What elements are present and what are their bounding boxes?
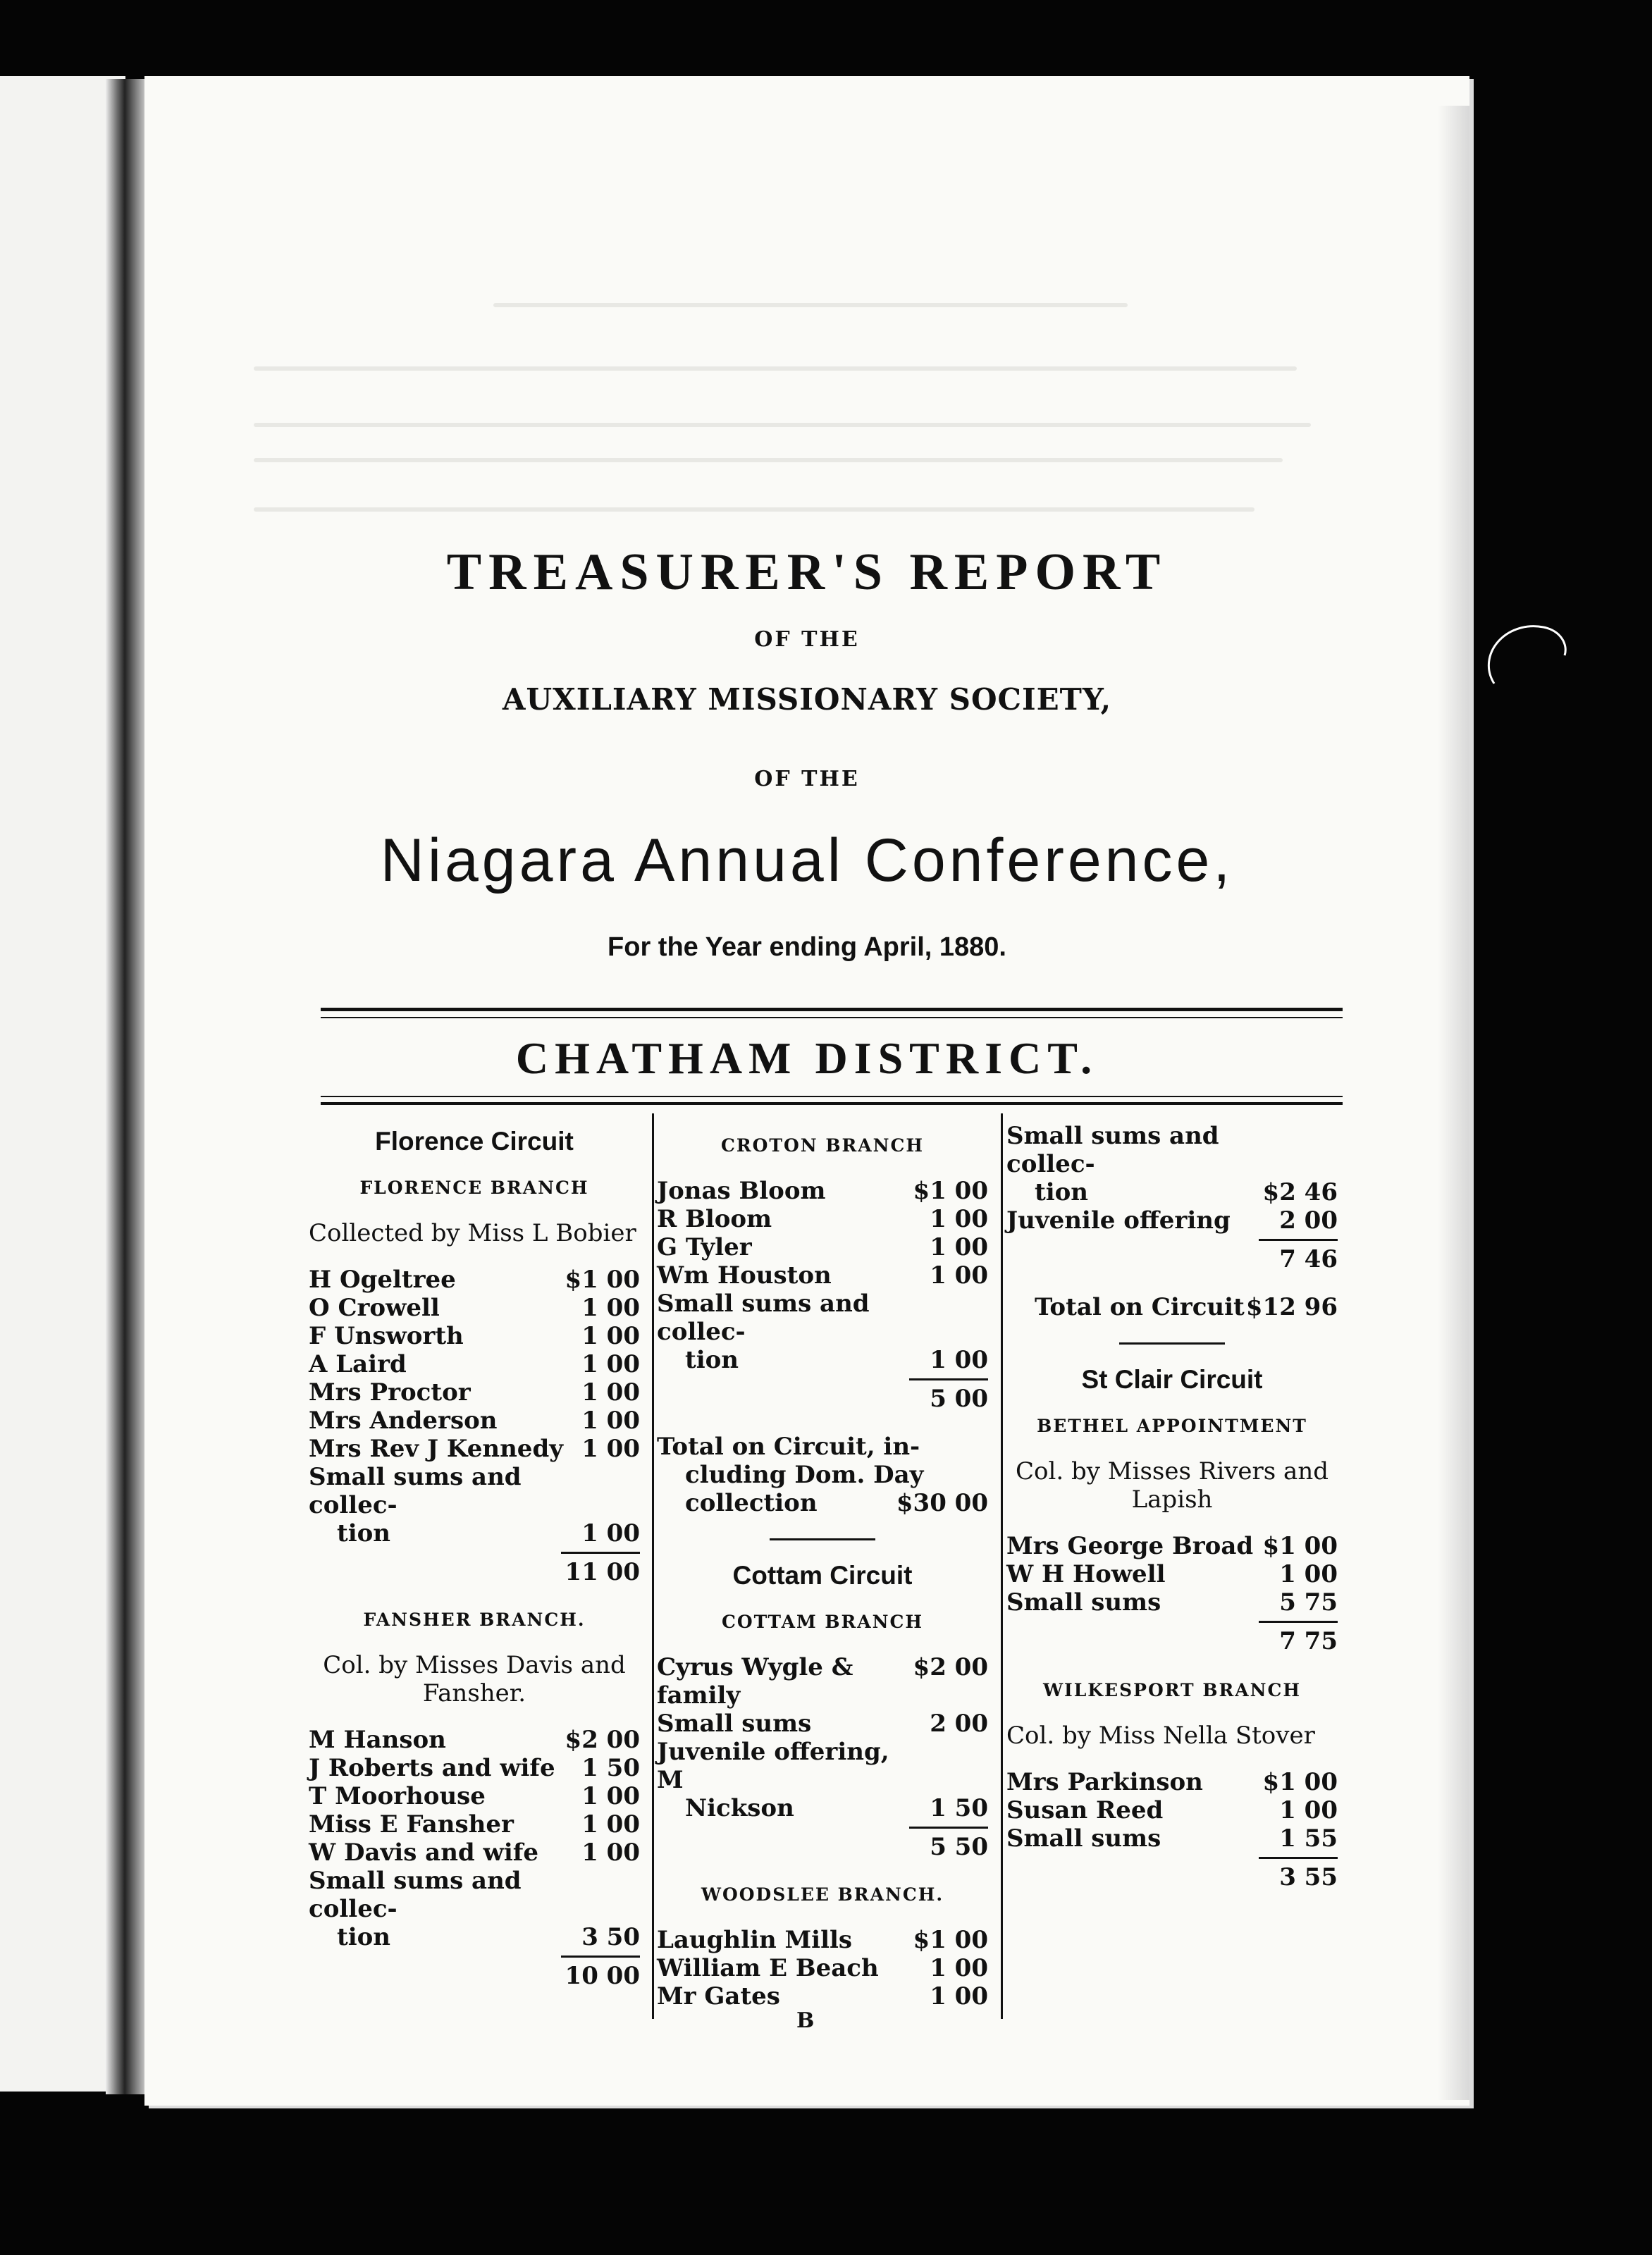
contribution-amount: $1 00 bbox=[913, 1926, 988, 1954]
contribution-row bbox=[309, 1839, 640, 1867]
contributor-name: O Crowell bbox=[309, 1294, 440, 1322]
subtotal-value: 10 00 bbox=[561, 1956, 640, 1990]
contribution-amount: 1 50 bbox=[930, 1794, 988, 1822]
column-croton-cottam bbox=[657, 1122, 988, 2010]
contribution-amount: 1 00 bbox=[581, 1322, 640, 1350]
contribution-amount: $2 00 bbox=[913, 1653, 988, 1681]
contributor-name: Mrs Rev J Kennedy bbox=[309, 1435, 563, 1463]
total-value: $30 00 bbox=[896, 1489, 988, 1517]
double-rule bbox=[321, 1102, 1343, 1105]
contribution-row bbox=[309, 1378, 640, 1407]
double-rule bbox=[321, 1096, 1343, 1097]
contribution-amount: $2 00 bbox=[565, 1726, 640, 1754]
contribution-amount: 1 00 bbox=[581, 1435, 640, 1463]
contributor-name: F Unsworth bbox=[309, 1322, 464, 1350]
of-the-line: OF THE bbox=[754, 767, 860, 791]
contribution-row bbox=[657, 1982, 988, 2010]
total-value: $12 96 bbox=[1245, 1293, 1338, 1321]
contribution-amount bbox=[572, 1463, 640, 1519]
contribution-row bbox=[1006, 1768, 1338, 1796]
contribution-row bbox=[657, 1233, 988, 1261]
district-heading: CHATHAM DISTRICT. bbox=[515, 1033, 1099, 1083]
conference-name: Niagara Annual Conference, bbox=[380, 827, 1234, 894]
contributor-name: Juvenile offering, M bbox=[657, 1738, 889, 1794]
contributor-name: Mrs Parkinson bbox=[1006, 1768, 1203, 1796]
contributor-name: M Hanson bbox=[309, 1726, 446, 1754]
subtotal bbox=[309, 1956, 640, 1990]
contribution-amount: $1 00 bbox=[1262, 1768, 1338, 1796]
contribution-row bbox=[309, 1519, 640, 1547]
contribution-amount: $1 00 bbox=[565, 1266, 640, 1294]
contribution-amount: 1 00 bbox=[581, 1810, 640, 1839]
subtotal-value: 11 00 bbox=[561, 1552, 640, 1586]
circuit-total bbox=[1006, 1293, 1338, 1321]
contributor-name: Cyrus Wygle & family bbox=[657, 1653, 853, 1710]
contributor-name: Nickson bbox=[685, 1794, 794, 1822]
double-rule bbox=[321, 1017, 1343, 1018]
contribution-list bbox=[1006, 1122, 1338, 1235]
contribution-amount: 1 55 bbox=[1279, 1824, 1338, 1853]
year-line: For the Year ending April, 1880. bbox=[608, 932, 1006, 962]
contribution-list bbox=[657, 1926, 988, 2010]
contribution-amount: $1 00 bbox=[913, 1177, 988, 1205]
contribution-row bbox=[657, 1261, 988, 1290]
circuit-heading: Florence Circuit bbox=[375, 1127, 574, 1156]
contributor-name: W Davis and wife bbox=[309, 1839, 538, 1867]
branch-heading: CROTON BRANCH bbox=[720, 1135, 925, 1156]
bleed-through-line bbox=[254, 366, 1297, 371]
bleed-through-line bbox=[254, 507, 1255, 512]
contribution-row bbox=[657, 1205, 988, 1233]
contribution-row bbox=[657, 1653, 988, 1710]
contributor-name: W H Howell bbox=[1006, 1560, 1166, 1588]
contributor-name: Small sums and collec- bbox=[657, 1290, 870, 1346]
society-name: AUXILIARY MISSIONARY SOCIETY, bbox=[502, 682, 1112, 717]
total-row bbox=[657, 1489, 988, 1517]
contribution-amount: 1 00 bbox=[930, 1261, 988, 1290]
contribution-amount: 1 00 bbox=[930, 1982, 988, 2010]
contribution-amount: 1 00 bbox=[581, 1407, 640, 1435]
contributor-name: Mrs Anderson bbox=[309, 1407, 498, 1435]
contribution-row bbox=[309, 1810, 640, 1839]
bleed-through-line bbox=[254, 458, 1283, 462]
contribution-amount: 1 00 bbox=[581, 1839, 640, 1867]
contribution-row bbox=[1006, 1178, 1338, 1206]
circuit-heading: Cottam Circuit bbox=[732, 1561, 913, 1590]
branch-heading: COTTAM BRANCH bbox=[721, 1612, 924, 1632]
subtotal-value: 3 55 bbox=[1259, 1857, 1338, 1891]
subtotal bbox=[1006, 1239, 1338, 1273]
circuit-heading: St Clair Circuit bbox=[1081, 1365, 1263, 1394]
contributor-name: J Roberts and wife bbox=[309, 1754, 555, 1782]
bleed-through-line bbox=[254, 423, 1311, 427]
contribution-amount bbox=[920, 1290, 988, 1346]
column-st-clair bbox=[1006, 1122, 1338, 1911]
contribution-row bbox=[1006, 1122, 1338, 1178]
subtotal bbox=[1006, 1857, 1338, 1891]
contribution-amount bbox=[572, 1867, 640, 1923]
contributor-name: William E Beach bbox=[657, 1954, 879, 1982]
signature-mark: B bbox=[796, 2008, 815, 2033]
contribution-row bbox=[309, 1435, 640, 1463]
contribution-row bbox=[657, 1290, 988, 1346]
contribution-row bbox=[1006, 1588, 1338, 1617]
double-rule bbox=[321, 1008, 1343, 1011]
contributor-name: Jonas Bloom bbox=[657, 1177, 826, 1205]
contribution-row bbox=[309, 1867, 640, 1923]
contribution-amount: 1 00 bbox=[581, 1782, 640, 1810]
contribution-amount: 3 50 bbox=[581, 1923, 640, 1951]
contribution-amount: 2 00 bbox=[1279, 1206, 1338, 1235]
stray-mark bbox=[1477, 613, 1582, 698]
contributor-name: Small sums bbox=[657, 1710, 812, 1738]
subtotal-value: 5 50 bbox=[909, 1827, 988, 1861]
total-label: Total on Circuit, in- bbox=[657, 1433, 920, 1461]
contribution-row bbox=[309, 1754, 640, 1782]
contribution-amount: 1 00 bbox=[581, 1519, 640, 1547]
contribution-row bbox=[309, 1322, 640, 1350]
of-the-line: OF THE bbox=[754, 627, 860, 652]
contributor-name: tion bbox=[337, 1923, 391, 1951]
contribution-row bbox=[309, 1350, 640, 1378]
contributor-name: Mrs George Broad bbox=[1006, 1532, 1254, 1560]
contribution-row bbox=[657, 1177, 988, 1205]
contribution-row bbox=[1006, 1824, 1338, 1853]
collector-line: Col. by Misses Rivers and Lapish bbox=[1016, 1457, 1329, 1514]
contribution-row bbox=[309, 1726, 640, 1754]
contribution-amount: 1 00 bbox=[930, 1233, 988, 1261]
total-label: collection bbox=[685, 1489, 818, 1517]
contributor-name: H Ogeltree bbox=[309, 1266, 456, 1294]
collector-line: Collected by Miss L Bobier bbox=[309, 1219, 636, 1247]
contribution-amount: $2 46 bbox=[1262, 1178, 1338, 1206]
contribution-amount bbox=[1270, 1122, 1338, 1178]
contributor-name: tion bbox=[1035, 1178, 1089, 1206]
contribution-amount: 1 00 bbox=[1279, 1560, 1338, 1588]
contribution-row bbox=[309, 1294, 640, 1322]
contribution-row bbox=[657, 1710, 988, 1738]
contribution-list bbox=[1006, 1532, 1338, 1617]
contribution-row bbox=[1006, 1560, 1338, 1588]
contributor-name: Mr Gates bbox=[657, 1982, 780, 2010]
column-divider bbox=[1001, 1113, 1003, 2019]
contribution-row bbox=[309, 1266, 640, 1294]
collector-line: Col. by Miss Nella Stover bbox=[1006, 1722, 1315, 1750]
contributor-name: tion bbox=[685, 1346, 739, 1374]
subtotal bbox=[309, 1552, 640, 1586]
contribution-amount: 1 00 bbox=[1279, 1796, 1338, 1824]
contributor-name: Small sums and collec- bbox=[1006, 1122, 1219, 1178]
contributor-name: Mrs Proctor bbox=[309, 1378, 471, 1407]
subtotal-value: 7 75 bbox=[1259, 1621, 1338, 1655]
branch-heading: WILKESPORT BRANCH bbox=[1042, 1680, 1302, 1700]
contributor-name: Laughlin Mills bbox=[657, 1926, 853, 1954]
branch-heading: WOODSLEE BRANCH. bbox=[701, 1884, 944, 1905]
contribution-amount: 1 00 bbox=[581, 1294, 640, 1322]
section-divider bbox=[1119, 1342, 1225, 1345]
contribution-row bbox=[657, 1954, 988, 1982]
contributor-name: Small sums bbox=[1006, 1588, 1161, 1617]
contribution-row bbox=[309, 1782, 640, 1810]
contributor-name: tion bbox=[337, 1519, 391, 1547]
contribution-list bbox=[309, 1266, 640, 1547]
contribution-amount: 1 00 bbox=[930, 1954, 988, 1982]
contributor-name: R Bloom bbox=[657, 1205, 772, 1233]
contributor-name: Susan Reed bbox=[1006, 1796, 1164, 1824]
contribution-row bbox=[309, 1923, 640, 1951]
contributor-name: Wm Houston bbox=[657, 1261, 832, 1290]
contributor-name: Small sums and collec- bbox=[309, 1867, 522, 1923]
total-label: cluding Dom. Day bbox=[685, 1461, 924, 1489]
contribution-row bbox=[657, 1926, 988, 1954]
contributor-name: Miss E Fansher bbox=[309, 1810, 514, 1839]
subtotal bbox=[1006, 1621, 1338, 1655]
contribution-row bbox=[657, 1794, 988, 1822]
contribution-row bbox=[1006, 1796, 1338, 1824]
contributor-name: Juvenile offering bbox=[1006, 1206, 1231, 1235]
contribution-row bbox=[309, 1407, 640, 1435]
contribution-amount bbox=[920, 1738, 988, 1794]
contribution-list bbox=[1006, 1768, 1338, 1853]
collector-line: Col. by Misses Davis and Fansher. bbox=[323, 1651, 626, 1707]
circuit-total bbox=[657, 1433, 988, 1517]
branch-heading: FLORENCE BRANCH bbox=[359, 1178, 589, 1198]
section-divider bbox=[770, 1538, 875, 1540]
contribution-row bbox=[309, 1463, 640, 1519]
contributor-name: A Laird bbox=[309, 1350, 407, 1378]
contribution-row bbox=[657, 1346, 988, 1374]
branch-heading: FANSHER BRANCH. bbox=[363, 1610, 586, 1630]
contribution-list bbox=[309, 1726, 640, 1951]
contribution-row bbox=[657, 1738, 988, 1794]
total-label: Total on Circuit bbox=[1035, 1293, 1245, 1321]
contributor-name: T Moorhouse bbox=[309, 1782, 486, 1810]
report-title: TREASURER'S REPORT bbox=[446, 543, 1168, 601]
contribution-list bbox=[657, 1653, 988, 1822]
contribution-amount: $1 00 bbox=[1262, 1532, 1338, 1560]
book-spine bbox=[106, 79, 148, 2094]
column-divider bbox=[652, 1113, 654, 2019]
subtotal bbox=[657, 1827, 988, 1861]
contribution-amount: 1 50 bbox=[581, 1754, 640, 1782]
contribution-list bbox=[657, 1177, 988, 1374]
contribution-row bbox=[1006, 1206, 1338, 1235]
column-florence bbox=[309, 1122, 640, 2010]
bleed-through-line bbox=[493, 303, 1128, 307]
contributor-name: Small sums and collec- bbox=[309, 1463, 522, 1519]
contribution-amount: 5 75 bbox=[1279, 1588, 1338, 1617]
page-edge bbox=[1438, 106, 1469, 2100]
contribution-row bbox=[1006, 1532, 1338, 1560]
subtotal-value: 7 46 bbox=[1259, 1239, 1338, 1273]
contributor-name: G Tyler bbox=[657, 1233, 752, 1261]
contribution-amount: 2 00 bbox=[930, 1710, 988, 1738]
contribution-amount: 1 00 bbox=[930, 1205, 988, 1233]
subtotal bbox=[657, 1378, 988, 1413]
subtotal-value: 5 00 bbox=[909, 1378, 988, 1413]
contributor-name: Small sums bbox=[1006, 1824, 1161, 1853]
branch-heading: BETHEL APPOINTMENT bbox=[1037, 1416, 1307, 1436]
contribution-amount: 1 00 bbox=[930, 1346, 988, 1374]
contribution-amount: 1 00 bbox=[581, 1378, 640, 1407]
contribution-amount: 1 00 bbox=[581, 1350, 640, 1378]
